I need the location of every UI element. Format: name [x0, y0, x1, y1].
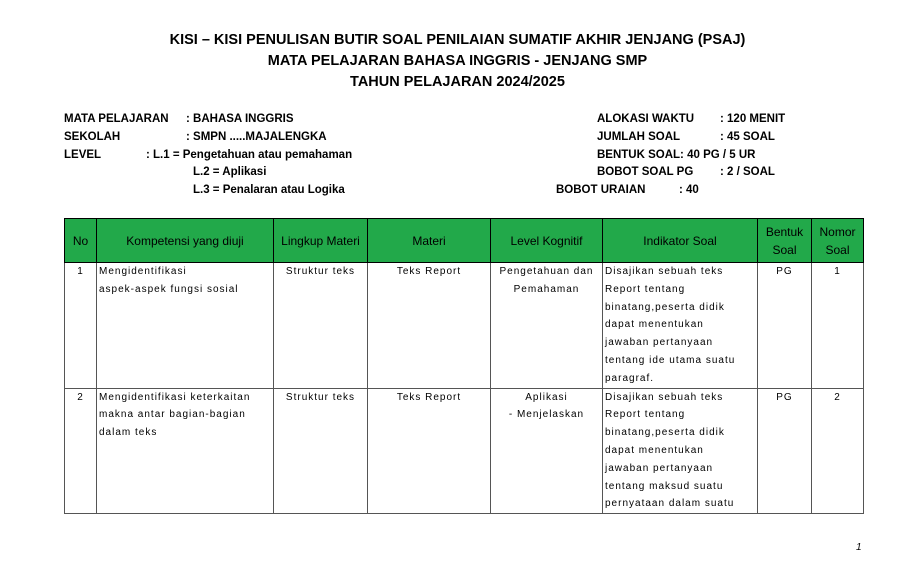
text-line: binatang,peserta didik	[605, 301, 725, 313]
header-bentuk-line1: Bentuk	[765, 224, 804, 239]
header-indikator: Indikator Soal	[603, 219, 758, 263]
page-number: 1	[856, 542, 862, 553]
level-label: LEVEL	[64, 149, 102, 161]
jumlah-label: JUMLAH SOAL	[597, 131, 681, 143]
text-line: Mengidentifikasi	[99, 266, 187, 277]
cell-nomor: 2	[812, 388, 864, 514]
cell-lingkup: Struktur teks	[274, 263, 368, 389]
alokasi-label: ALOKASI WAKTU	[597, 113, 695, 125]
text-line: tentang ide utama suatu	[605, 354, 736, 366]
cell-no: 2	[65, 388, 97, 514]
text-line: dapat menentukan	[605, 444, 704, 456]
sekolah-value: : SMPN .....MAJALENGKA	[186, 131, 327, 143]
cell-kompetensi	[97, 263, 274, 389]
text-line: Pemahaman	[513, 283, 580, 295]
cell-level	[491, 388, 603, 514]
header-bentuk-line2: Soal	[772, 242, 797, 257]
document-subtitle: MATA PELAJARAN BAHASA INGGRIS - JENJANG SMP	[267, 53, 648, 69]
cell-no: 1	[65, 263, 97, 389]
cell-indikator	[603, 388, 758, 514]
document-title: KISI – KISI PENULISAN BUTIR SOAL PENILAIAN SUMATIF AKHIR JENJANG (PSAJ)	[169, 32, 746, 48]
sekolah-label: SEKOLAH	[64, 131, 121, 143]
bobot-pg-value: : 2 / SOAL	[720, 166, 775, 178]
level-l3: L.3 = Penalaran atau Logika	[193, 184, 345, 196]
kisi-table	[64, 218, 864, 514]
cell-bentuk: PG	[758, 388, 812, 514]
text-line: dapat menentukan	[605, 319, 704, 331]
text-line: jawaban pertanyaan	[605, 462, 714, 474]
text-line: Report tentang	[605, 283, 686, 295]
text-line: jawaban pertanyaan	[605, 337, 714, 349]
table-row	[65, 388, 864, 514]
text-line: Disajikan sebuah teks	[605, 266, 724, 277]
cell-kompetensi	[97, 388, 274, 514]
table-header-row	[65, 219, 864, 263]
alokasi-value: : 120 MENIT	[720, 113, 786, 125]
header-materi: Materi	[368, 219, 491, 263]
level-l2: L.2 = Aplikasi	[193, 166, 267, 178]
bobot-pg-label: BOBOT SOAL PG	[597, 166, 694, 178]
text-line: makna antar bagian-bagian	[99, 409, 246, 421]
header-bentuk	[758, 219, 812, 263]
header-level: Level Kognitif	[491, 219, 603, 263]
bobot-uraian-label: BOBOT URAIAN	[556, 184, 646, 196]
text-line: Disajikan sebuah teks	[605, 391, 724, 403]
text-line: Pengetahuan dan	[499, 266, 594, 277]
text-line: aspek-aspek fungsi sosial	[99, 283, 239, 295]
mapel-label: MATA PELAJARAN	[64, 113, 169, 125]
header-no: No	[65, 219, 97, 263]
text-line: Aplikasi	[525, 391, 568, 403]
text-line: Mengidentifikasi keterkaitan	[99, 391, 251, 403]
table-row	[65, 263, 864, 389]
header-nomor-line1: Nomor	[819, 224, 856, 239]
text-line: tentang maksud suatu	[605, 480, 724, 492]
jumlah-value: : 45 SOAL	[720, 131, 775, 143]
text-line: dalam teks	[99, 427, 158, 439]
text-line: binatang,peserta didik	[605, 427, 725, 439]
cell-lingkup: Struktur teks	[274, 388, 368, 514]
header-nomor-line2: Soal	[825, 242, 850, 257]
cell-bentuk: PG	[758, 263, 812, 389]
cell-indikator	[603, 263, 758, 389]
bentuk-soal: BENTUK SOAL: 40 PG / 5 UR	[597, 149, 756, 161]
text-line: paragraf.	[605, 372, 655, 384]
cell-materi: Teks Report	[368, 263, 491, 389]
academic-year: TAHUN PELAJARAN 2024/2025	[350, 74, 565, 90]
text-line: pernyataan dalam suatu	[605, 498, 735, 510]
level-l1: : L.1 = Pengetahuan atau pemahaman	[146, 149, 353, 161]
header-kompetensi: Kompetensi yang diuji	[97, 219, 274, 263]
text-line: Report tentang	[605, 409, 686, 421]
text-line: - Menjelaskan	[508, 409, 585, 421]
cell-nomor: 1	[812, 263, 864, 389]
mapel-value: : BAHASA INGGRIS	[186, 113, 294, 125]
bobot-uraian-value: : 40	[679, 184, 699, 196]
cell-materi: Teks Report	[368, 388, 491, 514]
cell-level	[491, 263, 603, 389]
header-lingkup: Lingkup Materi	[274, 219, 368, 263]
header-nomor	[812, 219, 864, 263]
